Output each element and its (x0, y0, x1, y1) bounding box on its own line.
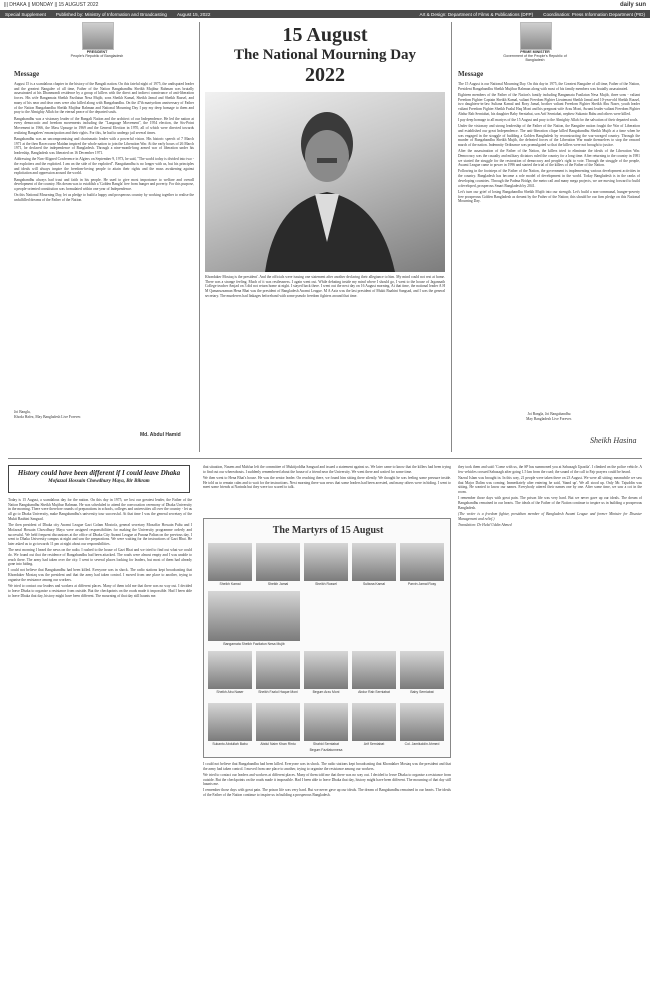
article-paragraph: I remember those days with great pain. The prison life was very hard. But we never gave up our ideals. The dream of Bangabandhu remained in our hearts. The ideals of the Father of the Nation continue to inspire us in building a prosperous Bangladesh. (458, 496, 642, 510)
pm-paragraph: The 15 August is our National Mourning Day. On this day in 1975, the Greatest Bangalee of all time, Father of the Nation, President Bangabandhu Sheikh Mujibur Rahman along with most of his family members was brutally assassinated. (458, 82, 640, 91)
pm-paragraph: After the assassination of the Father of the Nation, the killers tried to eliminate the ideals of the Liberation War. Democracy was the casualty and military dictators ruled the country for a long time. After returning to the country in 1981 we started the struggle for the restoration of democracy and people's right to vote. Through the struggle of the people, Awami League came to power in 1996 and started the trial of the killers of the Father of the Nation. (458, 149, 640, 168)
article-paragraph: they took them and said: 'Come with us, the SP has summoned you at Sabuzagh Upazila'. I climbed on the police vehicle. A few vehicles crossed Sabuzagh after going 1.5 km from the road; the sound of the call to Fajr prayers could be heard. (458, 465, 642, 474)
article-column-3 (458, 465, 642, 975)
heading-title: The National Mourning Day (233, 47, 417, 63)
portrait-silhouette (205, 92, 445, 272)
column-divider (451, 22, 452, 452)
band-left: Special Supplement (5, 11, 46, 17)
martyr-photo (400, 703, 444, 741)
president-paragraph: Bangabandhu was a visionary leader of the Bangali Nation and the architect of our Independence. He led the nation at every democratic and freedom movements including the "Language Movement", the 1954 election, the Six-Point Movement in 1966, the Mass Upsurge in 1969 and the General Election in 1970, all of which were directed towards realizing Bangalees' emancipation and their rights. For this, he had to undergo jail several times. (14, 116, 194, 135)
martyr-name: Sheikh Russel (315, 582, 337, 586)
president-caption (62, 50, 132, 58)
band-date: August 15, 2022 (176, 11, 211, 17)
martyr-photo (304, 651, 348, 689)
article-paragraph: The next morning I heard the news on the radio. I rushed to the house of Gazi Bhai and we tried to find out what we could do. We found out that the residence of Bangabandhu had been attacked. The roads were almost empty and I was unable to reach there. The army had taken over the city. I went to several places looking for leaders, but most of them had already gone into hiding. (8, 548, 192, 567)
martyr-photo (304, 703, 348, 741)
martyr-photo (352, 703, 396, 741)
martyr-photo (400, 543, 444, 581)
article-column-1 (8, 498, 192, 976)
martyr-name-extra: Begum Fazilatunnesa (309, 748, 343, 752)
martyr-photo (208, 543, 252, 581)
pm-paragraph: Let's turn our grief of losing Bangabandhu Sheikh Mujib into our strength. Let's build a non-communal, hunger-poverty free prosperous Golden Bangladesh as dreamt by the Father of the Nation; this should be our firm pledge on this National Mourning Day. (458, 189, 640, 204)
bangamata-caption: Bangamata Sheikh Fazilatun Nesa Mujib (223, 642, 285, 646)
center-article-text (205, 275, 445, 333)
newspaper-brand: daily sun (619, 1, 646, 8)
president-paragraph: Bangabandhu always had trust and faith in his people. He used to give most importance to welfare and overall development of the country. His dream was to establish a 'Golden Bangla' free from hunger and poverty. For this purpose, a people-oriented constitution was formulated within one year of Independence. (14, 177, 194, 191)
pm-message-body (458, 82, 640, 382)
martyr-photo (304, 543, 348, 581)
band-publisher: Published by: Ministry of Information and Broadcasting (55, 11, 167, 17)
article-paragraph: that situation, Nasem and Mahfuz left the committee of Muktijoddha Sangsad and issued a statement against us. We later came to know that the killers had been trying to find out our whereabouts. I suddenly remembered about the house of a friend near the University. We went there and waited for some time. (203, 465, 451, 474)
martyr-name: Sheikh Abu Naser (216, 690, 244, 694)
martyrs-panel (203, 518, 451, 758)
article-paragraph: Nazrul Islam was brought in. In this way, 21 people were taken there on 23 August. We were all sitting; meanwhile we saw that Major Dalim was coming. Immediately after entering he said, 'Stand up'. We all stood up. Only Mr. Tajuddin was sitting. He wanted to know our names. Everybody uttered their names one by one. After some time, we saw a cot in the room. (458, 475, 642, 495)
president-closing: Joi Bangla, Khoda Hafez, May Bangladesh Live Forever. (14, 410, 82, 419)
martyr-photo (208, 651, 252, 689)
martyr-photo (208, 703, 252, 741)
martyr-name: Parvin Jamal Rosy (407, 582, 437, 586)
article-paragraph: I remember those days with great pain. The prison life was very hard. But we never gave up our ideals. The dream of Bangabandhu remained in our hearts. The ideals of the Father of the Nation continue to inspire us in building a prosperous Bangladesh. (203, 788, 451, 798)
martyr-name: Begum Arzu Moni (312, 690, 340, 694)
pm-caption-title: PRIME MINISTER (520, 50, 550, 54)
article-paragraph: Today is 15 August, a scandalous day for the nation. On this day in 1975, we lost our greatest leader, the Father of the Nation Bangabandhu Sheikh Mujibur Rahman. He was scheduled to attend the convocation ceremony of Dhaka University in the morning. There were therefore rounds of preparations in schools, colleges and universities all over the country - let us all go to Dhaka University, make Bangabandhu's university tour successful. At that time I was the general secretary of the Mukti Baahini Sangsad. (8, 498, 192, 521)
martyr-name: Sheikh Jamal (267, 582, 289, 586)
prime-minister-portrait (520, 22, 552, 50)
pm-paragraph: Following in the footsteps of the Father of the Nation, the government is implementing various development activities in the country. Bangladesh has become a role model of development in the world. Today Bangladesh is in the ranks of developing countries. Through the Padma Bridge, the metro rail and many mega projects, we are moving forward to build a developed, prosperous Smart Bangladesh by 2041. (458, 169, 640, 188)
pm-caption-sub: Government of the People's Republic of Bangladesh (503, 54, 567, 63)
pm-signature: Sheikh Hasina (590, 436, 637, 445)
band-coordination: Coordination: Press Information Department (PID) (543, 11, 645, 17)
martyr-name: Col. Jamiluddin Ahmed (404, 742, 440, 746)
president-paragraph: Addressing the Non-Aligned Conference in Algiers on September 9, 1973, he said, "The world today is divided into two - the exploiters and the exploited. I am on the side of the exploited". Bangabandhu is no longer with us, but his principles and ideals will always inspire the freedom-loving people to attain their rights and the mass awakening against exploitation and oppression around the world. (14, 157, 194, 176)
martyr-name: Sheikh Kamal (219, 582, 241, 586)
article-author: Mofazzal Hossain Chowdhury Maya, Bir Bikram (48, 479, 150, 484)
president-signature: Md. Abdul Hamid (140, 432, 181, 438)
heading-year: 2022 (305, 64, 345, 86)
martyr-name: Shahid Serniabat (312, 742, 339, 746)
mourning-day-heading (205, 24, 445, 86)
martyrs-title: The Martyrs of 15 August (272, 525, 384, 536)
column-divider (199, 22, 200, 452)
article-heading-box (8, 465, 190, 493)
writer-note: (The writer is a freedom fighter, presidium member of Bangladesh Awami League and former Minister for Disaster Management and relief.) (458, 511, 642, 521)
article-paragraph: We then went to Hena Bhai's house. He was the senior leader. On reaching there, we found him sitting there silently. We thought he was feeling some pressure inside. He told us to remain calm and to wait for the instructions. Next morning there was news that some leaders had been arrested, and many others were in hiding. I went to meet some friends at Narinda but they were too scared to talk. (203, 475, 451, 490)
bangabandhu-portrait (205, 92, 445, 272)
martyr-photo (256, 651, 300, 689)
president-message-body (14, 82, 194, 362)
supplement-band (0, 10, 650, 18)
martyr-photo (352, 651, 396, 689)
article-paragraph: We tried to contact our leaders and workers at different places. Many of them told me that there was no way out. I decided to leave Dhaka to organise a resistance from outside. But the checkpoints on the roads made it impossible. Had I been able to leave Dhaka that day, history might have been different. The mourning of that day still haunts me. (8, 584, 192, 598)
martyr-photo (256, 543, 300, 581)
translator-note: Translation: Dr Helal Uddin Ahmed (458, 522, 512, 527)
president-caption-title: PRESIDENT (86, 50, 108, 54)
martyr-photo (352, 543, 396, 581)
issue-info: ||| DHAKA || MONDAY || 15 AUGUST 2022 (4, 1, 99, 8)
martyr-name: Sultana Kamal (362, 582, 386, 586)
president-portrait (82, 22, 114, 50)
president-paragraph: On this National Mourning Day, let us pledge to build a happy and prosperous country by working together to realise the unfulfilled dreams of the Father of the Nation. (14, 193, 194, 202)
pm-paragraph: Under the visionary and strong leadership of the Father of the Nation, the Bangalee nation fought the War of Liberation and established our great Independence. The anti-liberation clique killed Bangabandhu Sheikh Mujib at a time when he was engaged in the struggle of building a Golden Bangladesh by reconstructing the war-ravaged country. Through the murder of Bangabandhu Sheikh Mujib, the defeated forces of the Liberation War made themselves to stop the onward march of the nation. Indemnity Ordinance was promulgated so that the killers were not brought to justice. (458, 124, 640, 147)
pm-caption (498, 50, 572, 62)
heading-date: 15 August (282, 24, 368, 46)
article-column-2-continued (203, 762, 451, 976)
section-divider (8, 458, 642, 459)
article-paragraph: I could not believe that Bangabandhu had been killed. Everyone was in shock. The radio stations kept broadcasting that Khondaker Mostaq was the president and that the army had taken control. I moved from one place to another, trying to organise the resistance among our workers. (203, 762, 451, 771)
martyr-name: Abdur Rab Serniabat (358, 690, 390, 694)
article-heading: History could have been different if I could leave Dhaka (17, 469, 181, 477)
president-paragraph: August 15 is a scandalous chapter in the history of the Bangali nation. On this fateful night of 1975, the undisputed leader and the greatest Bangalee of all time, Father of the Nation Bangabandhu Sheikh Mujibur Rahman was brutally assassinated at his Dhanmondi residence by a group of killers with the direct and indirect connivance of anti-liberation forces. His wife Bangamata Sheikh Fazilatun Nesa Mujib, sons Sheikh Kamal, Sheikh Jamal and Sheikh Russel, and many of his near and dear ones were also killed along with Bangabandhu. On the 47th martyrdom anniversary of Father of the Nation Bangabandhu Sheikh Mujibur Rahman and National Mourning Day I pay my deep homage to them and pray to the Almighty Allah for the eternal peace of the departed souls. (14, 82, 194, 115)
pm-paragraph: I pay deep homage to all martyrs of the 15 August and pray to the Almighty Allah for the salvation of their departed souls. (458, 117, 639, 122)
article-paragraph: The then president of Dhaka city Awami League Gazi Golam Mostofa, general secretary Mozaffar Hossain Paltu and I Mofazzal Hossain Chowdhury Maya were assigned responsibilities for making the University programme orderly and successful. We held frequent discussions at the office of Dhaka City Awami League at Purana Paltan on the previous day. I went to Dhaka University campus at night and saw the preparations. We were waiting for the instructions of Gazi Bhai. He later asked us to go towards 11 pm at night about our responsibilities. (8, 523, 192, 546)
band-design: Art & Design: Department of Films & Publications (DFP) (419, 11, 534, 17)
article-paragraph: We tried to contact our leaders and workers at different places. Many of them told me that there was no way out. I decided to leave Dhaka to organise a resistance from outside. But the checkpoints on the roads made it impossible. Had I been able to leave Dhaka that day, history might have been different. The mourning of that day still haunts me. (203, 772, 451, 787)
bangamata-photo (208, 591, 300, 641)
pm-message-title: Message (458, 70, 484, 78)
martyr-photo (256, 703, 300, 741)
martyr-name: Baby Serniabat (410, 690, 434, 694)
president-caption-sub: People's Republic of Bangladesh (70, 54, 124, 59)
pm-closing: Joi Bangla, Joi Bangabandhu May Bangladesh Live Forever. (526, 412, 572, 421)
martyr-name: Abdul Naim Khan Rintu (260, 742, 296, 746)
article-column-2 (203, 465, 451, 513)
martyr-name: Sheikh Fazlul Haque Moni (258, 690, 298, 694)
martyr-name: Arif Serniabat (363, 742, 385, 746)
president-message-title: Message (14, 70, 40, 78)
center-paragraph: Khondaker Mostaq is the president'. And the officials were issuing one statement after another declaring their allegiance to him. My mind could not rest at home. There was a strange feeling. Much of it was restlessness. I again went out. While debating inside my mind where I should go, I went to the house of Jagannath College teacher Amjad on 3 did not return home at night. I stayed back there. I went out the next day on 16 August morning. At that time, the national leader A H M Qamaruzzaman Hena Bhai was the president of Bangladesh Awami League. M A Aziz was the last president of Mukti Baahini Sangsad, and I was the general secretary. The murderers had linkages beforehand with some pseudo freedom fighters around that time. (205, 275, 445, 298)
martyr-photo (400, 651, 444, 689)
president-paragraph: Bangabandhu was an uncompromising and charismatic leader with a powerful vision. His historic speech of 7 March 1971 at the then Racecourse Maidan inspired the whole nation to join the Liberation War. At the early hours of 26 March 1971, he declared the independence of Bangladesh. Through a nine-month-long armed war of liberation under his leadership, Bangladesh was liberated on 16 December 1971. (14, 136, 194, 156)
article-paragraph: I could not believe that Bangabandhu had been killed. Everyone was in shock. The radio stations kept broadcasting that Khondaker Mostaq was the president and that the army had taken control. I moved from one place to another, trying to organise the resistance among our workers. (8, 568, 192, 582)
martyr-name: Sukanto Abdullah Babu (212, 742, 248, 746)
pm-paragraph: Eighteen members of the Father of the Nation's family including Bangamata Fazilatun Nesa Mujib, three sons - valiant Freedom Fighter Captain Sheikh Kamal, valiant Freedom Fighter Lieutenant Sheikh Jamal and 10-year-old Sheikh Russel, two daughters-in-law Sultana Kamal and Rosy Jamal, brother valiant Freedom Fighter Sheikh Abu Naser, youth leader valiant Freedom Fighter Sheikh Fazlul Haq Moni and his pregnant wife Arzu Moni, Awami leader valiant Freedom Fighter Abdur Rab Serniabat, his daughter Baby Serniabat, son Arif Serniabat, nephew Sukanto Babu and others were killed. (458, 92, 640, 116)
page-header (0, 0, 650, 9)
